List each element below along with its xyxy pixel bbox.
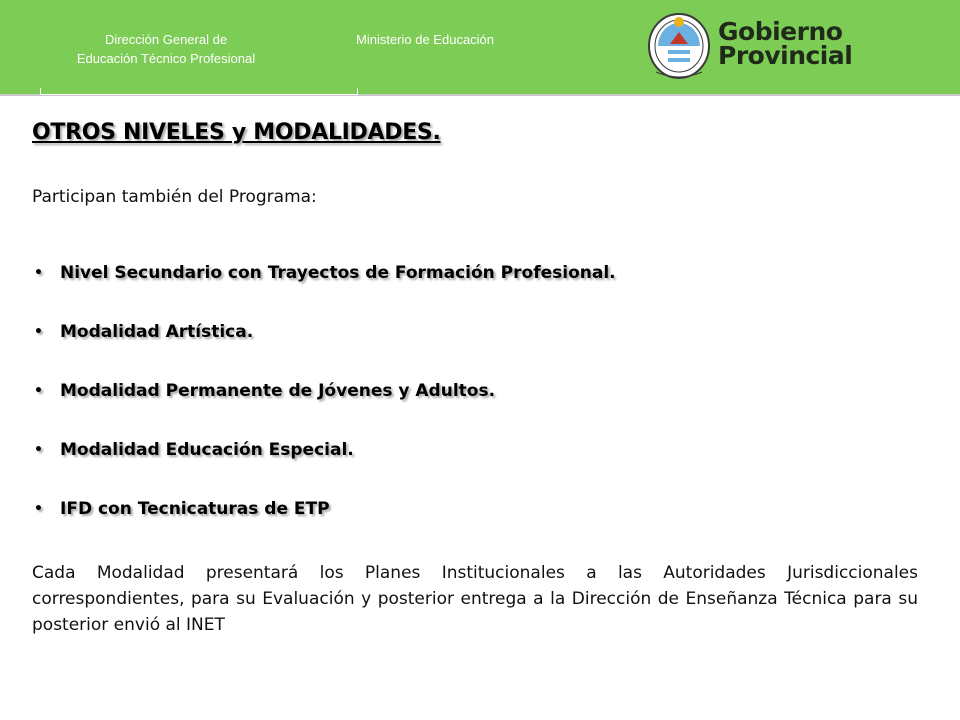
list-item xyxy=(34,439,616,498)
header-department-line2: Educación Técnico Profesional xyxy=(76,51,256,66)
bullet: • xyxy=(34,324,43,340)
header-band xyxy=(0,0,960,96)
header-department xyxy=(30,30,302,68)
list-item xyxy=(34,262,616,321)
header-ministry: Ministerio de Educación xyxy=(356,32,495,47)
list-item-text: Nivel Secundario con Trayectos de Formación Profesional. xyxy=(60,263,616,283)
bullet: • xyxy=(34,265,43,281)
intro-text: Participan también del Programa: xyxy=(32,187,317,207)
page-title: OTROS NIVELES y MODALIDADES. xyxy=(32,120,441,145)
list-item xyxy=(34,498,616,557)
closing-paragraph: Cada Modalidad presentará los Planes Institucionales a las Autoridades Jurisdiccionales correspondientes, para su Evaluación y posterior entrega a la Dirección de Enseñanza Técnica para su posterior envió al INET xyxy=(32,563,918,635)
gobierno-provincial-logo xyxy=(718,17,853,70)
corrientes-seal-icon xyxy=(646,10,712,80)
bullet: • xyxy=(34,383,43,399)
list-item-text: Modalidad Permanente de Jóvenes y Adultos. xyxy=(60,381,496,401)
modalities-list xyxy=(34,262,616,557)
list-item-text: Modalidad Artística. xyxy=(60,322,254,342)
list-item xyxy=(34,321,616,380)
list-item-text: Modalidad Educación Especial. xyxy=(60,440,354,460)
bullet: • xyxy=(34,501,43,517)
header-department-line1: Dirección General de xyxy=(104,32,228,47)
header-divider xyxy=(40,88,358,95)
list-item-text: IFD con Tecnicaturas de ETP xyxy=(60,499,330,519)
logo-line1: Gobierno xyxy=(718,17,843,46)
bullet: • xyxy=(34,442,43,458)
logo-line2: Provincial xyxy=(718,41,853,70)
list-item xyxy=(34,380,616,439)
